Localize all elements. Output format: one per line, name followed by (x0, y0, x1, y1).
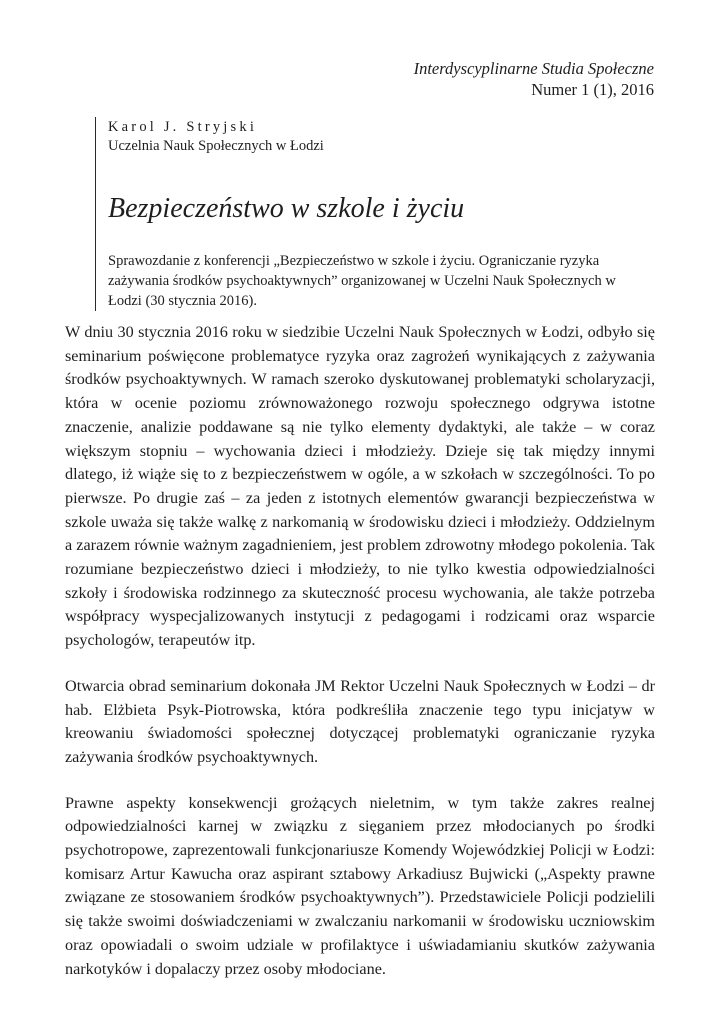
journal-name: Interdyscyplinarne Studia Społeczne (413, 59, 654, 78)
author-name: Karol J. Stryjski (108, 119, 258, 135)
issue-info: Numer 1 (1), 2016 (531, 80, 654, 99)
author-affiliation: Uczelnia Nauk Społecznych w Łodzi (108, 138, 324, 154)
article-body (65, 321, 655, 1003)
body-paragraph: Prawne aspekty konsekwencji grożących nieletnim, w tym także zakres realnej odpowiedzialności karnej w związku z sięganiem przez młodocianych po środki psychotropowe, zaprezentowali funkcjonariusze Komendy Wojewódzkiej Policji w Łodzi: komisarz Artur Kawucha oraz aspirant sztabowy Arkadiusz Bujwicki („Aspekty prawne związane ze stosowaniem środków psychoaktywnych”). Przedstawiciele Policji podzielili się także swoimi doświadczeniami w zwalczaniu narkomanii w środowisku uczniowskim oraz opowiadali o swoim udziale w profilaktyce i uświadamianiu skutków zażywania narkotyków i dopalaczy przez osoby młodociane. (65, 793, 655, 978)
article-abstract: Sprawozdanie z konferencji „Bezpieczeństwo w szkole i życiu. Ograniczanie ryzyka zażywania środków psychoaktywnych” organizowanej w Uczelni Nauk Społecznych w Łodzi (30 stycznia 2016). (108, 253, 616, 309)
body-paragraph: W dniu 30 stycznia 2016 roku w siedzibie Uczelni Nauk Społecznych w Łodzi, odbyło się seminarium poświęcone problematyce ryzyka oraz zagrożeń wynikających z zażywania środków psychoaktywnych. W ramach szeroko dyskutowanej problematyki scholaryzacji, która w ocenie poziomu zrównoważonego rozwoju społecznego odgrywa istotne znaczenie, analizie poddawane są nie tylko elementy dydaktyki, ale także – w coraz większym stopniu – wychowania dzieci i młodzieży. Dzieje się tak między innymi dlatego, iż wiąże się to z bezpieczeństwem w ogóle, a w szkołach w szczególności. To po pierwsze. Po drugie zaś – za jeden z istotnych elementów gwarancji bezpieczeństwa w szkole uważa się także walkę z narkomanią w środowisku dzieci i młodzieży. Oddzielnym a zarazem równie ważnym zagadnieniem, jest problem zdrowotny młodego pokolenia. Tak rozumiane bezpieczeństwo dzieci i młodzieży, to nie tylko kwestia odpowiedzialności szkoły i środowiska rodzinnego za skuteczność procesu wychowania, ale także potrzeba współpracy wyspecjalizowanych instytucji z pedagogami i rodzicami oraz wsparcie psychologów, terapeutów itp. (65, 323, 655, 650)
journal-header (414, 58, 654, 100)
author-block (95, 117, 656, 311)
body-paragraph: Otwarcia obrad seminarium dokonała JM Rektor Uczelni Nauk Społecznych w Łodzi – dr hab. Elżbieta Psyk-Piotrowska, która podkreśliła znaczenie tego typu inicjatyw w kreowaniu świadomości społecznej dotyczącej problematyki ograniczanie ryzyka zażywania środków psychoaktywnych. (65, 676, 655, 766)
article-title: Bezpieczeństwo w szkole i życiu (108, 193, 465, 224)
